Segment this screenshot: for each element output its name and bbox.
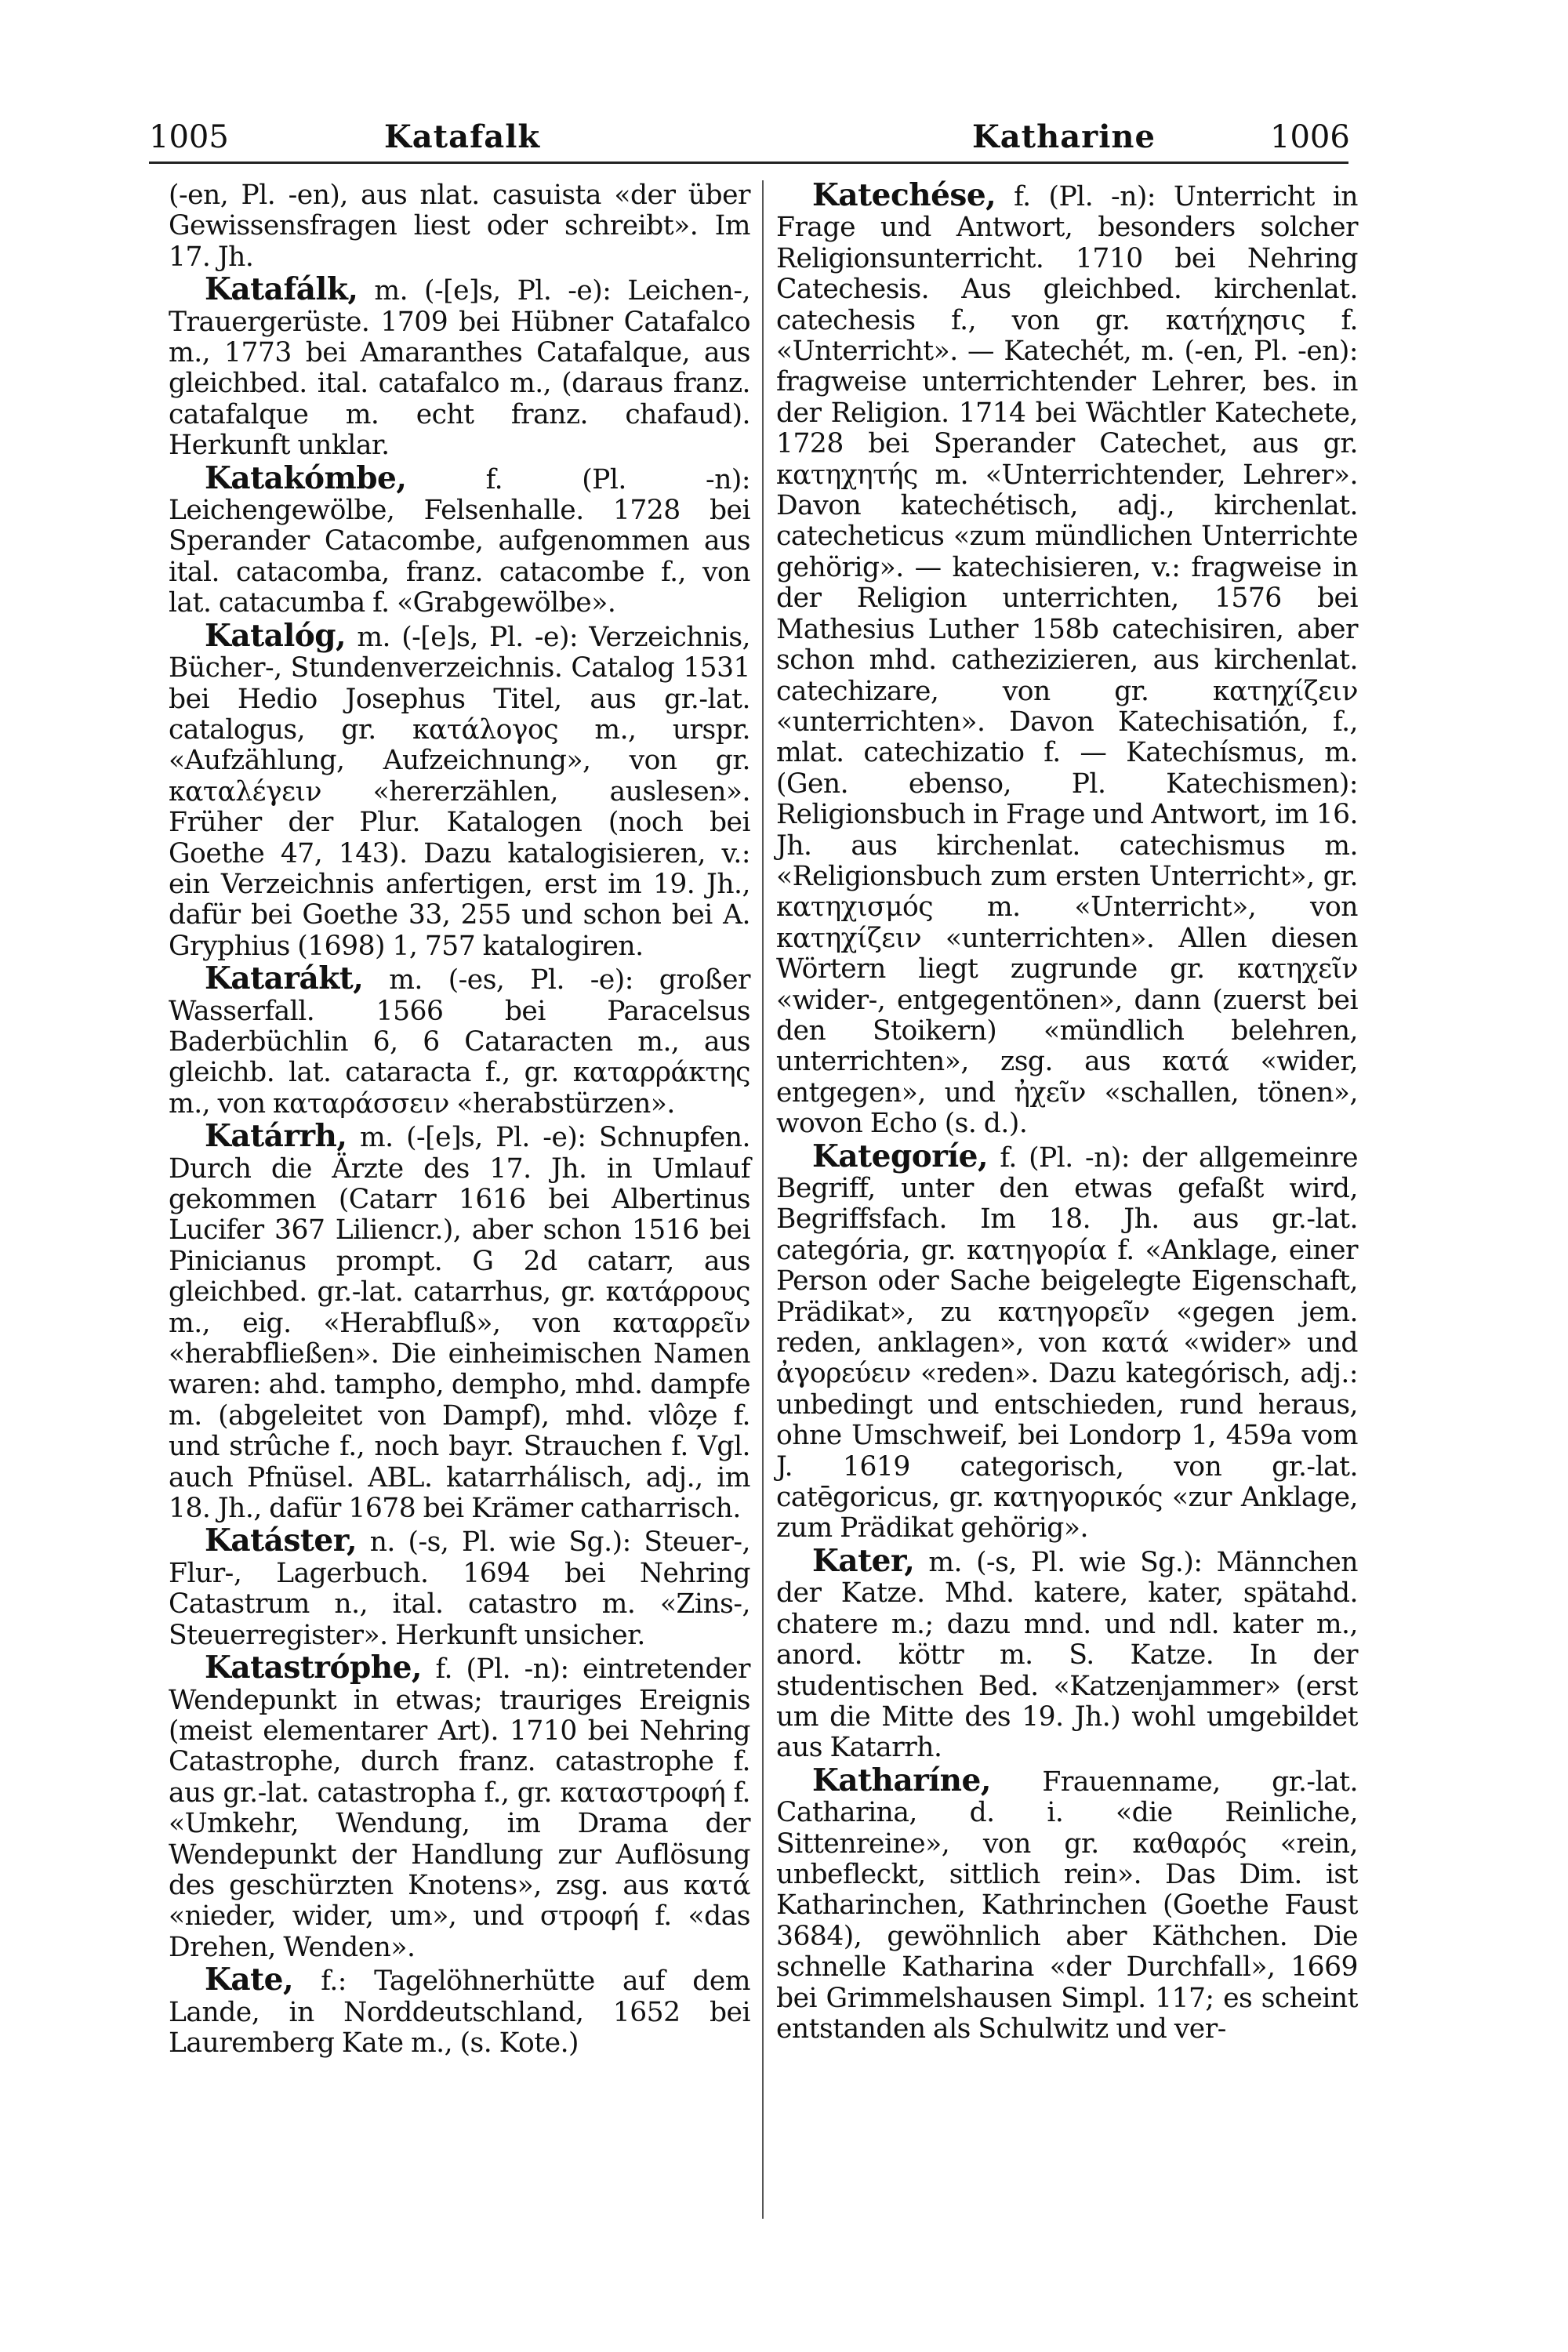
left-page-number: 1005	[149, 119, 229, 155]
entry-continuation	[169, 180, 750, 273]
dictionary-entry	[169, 960, 750, 1120]
entry-headword: Katastróphe,	[205, 1650, 422, 1686]
dictionary-entry	[776, 1138, 1358, 1544]
right-running-head: Katharine	[972, 118, 1156, 155]
dictionary-entry	[776, 1762, 1358, 2045]
header-rule	[149, 162, 1348, 164]
entry-headword: Kate,	[205, 1962, 294, 1998]
dictionary-entry	[776, 1542, 1358, 1764]
entry-text: f. (Pl. -n): eintretender Wendepunkt in etwas; trauriges Ereignis (meist elementarer Art). 1710 bei Nehring Catastrophe, durch franz. catastrophe f. aus gr.-lat. catastropha f., gr. καταστροφή f. «Umkehr, Wendung, im Drama der Wendepunkt der Handlung zur Auflösung des geschürzten Knotens», zsg. aus κατά «nieder, wider, um», und στροφή f. «das Drehen, Wenden».	[169, 1653, 750, 1963]
column-divider	[762, 180, 764, 2219]
entry-headword: Katechése,	[812, 177, 996, 213]
entry-headword: Kategoríe,	[812, 1138, 989, 1174]
dictionary-entry	[169, 617, 750, 962]
entry-text: f.: Tagelöhnerhütte auf dem Lande, in Norddeutschland, 1652 bei Lauremberg Kate m., (s. Kote.)	[169, 1965, 750, 2059]
dictionary-entry	[169, 271, 750, 462]
entry-text: f. (Pl. -n): der allgemeinre Begriff, unter den etwas gefaßt wird, Begriffsfach. Im 18. Jh. aus gr.-lat. categória, gr. κατηγορία f. «Anklage, einer Person oder Sache beigelegte Eigenschaft, Prädikat», zu κατηγορεῖν «gegen jem. reden, anklagen», von κατά «wider» und ἀγορεύειν «reden». Dazu kategórisch, adj.: unbedingt und entschieden, rund heraus, ohne Umschweif, bei Londorp 1, 459a vom J. 1619 categorisch, von gr.-lat. catēgoricus, gr. κατηγορικός «zur Anklage, zum Prädikat gehörig».	[776, 1142, 1358, 1544]
entry-headword: Katáster,	[205, 1523, 358, 1559]
entry-text: m. (-s, Pl. wie Sg.): Männchen der Katze. Mhd. katere, kater, spätahd. chatere m.; dazu mnd. und ndl. kater m., anord. köttr m. S. Katze. In der studentischen Bed. «Katzenjammer» (erst um die Mitte des 19. Jh.) wohl umgebildet aus Katarrh.	[776, 1546, 1358, 1764]
entry-text: (-en, Pl. -en), aus nlat. casuista «der über Gewissensfragen liest oder schreibt». Im 17. Jh.	[169, 180, 750, 273]
dictionary-entry	[169, 1523, 750, 1651]
entry-text: Frauenname, gr.-lat. Catharina, d. i. «die Reinliche, Sittenreine», von gr. καθαρός «rein, unbefleckt, sittlich rein». Das Dim. ist Katharinchen, Kathrinchen (Goethe Faust 3684), gewöhnlich aber Käthchen. Die schnelle Katharina «der Durchfall», 1669 bei Grimmelshausen Simpl. 117; es scheint entstanden als Schulwitz und ver-	[776, 1766, 1358, 2045]
entry-text: m. (-[e]s, Pl. -e): Schnupfen. Durch die Ärzte des 17. Jh. in Umlauf gekommen (Catarr 1616 bei Albertinus Lucifer 367 Liliencr.), aber schon 1516 bei Pinicianus prompt. G 2d catarr, aus gleichbed. gr.-lat. catarrhus, gr. κατάρρους m., eig. «Herabfluß», von καταρρεῖν «herabfließen». Die einheimischen Namen waren: ahd. tampho, dempho, mhd. dampfe m. (abgeleitet von Dampf), mhd. vlôȥe f. und strûche f., noch bayr. Strauchen f. Vgl. auch Pfnüsel. ABL. katarrhálisch, adj., im 18. Jh., dafür 1678 bei Krämer catharrisch.	[169, 1122, 750, 1525]
entry-text: m. (-[e]s, Pl. -e): Verzeichnis, Bücher-, Stundenverzeichnis. Catalog 1531 bei Hedio Josephus Titel, aus gr.-lat. catalogus, gr. κατάλογος m., urspr. «Aufzählung, Aufzeichnung», von gr. καταλέγειν «hererzählen, auslesen». Früher der Plur. Katalogen (noch bei Goethe 47, 143). Dazu katalogisieren, v.: ein Verzeichnis anfertigen, erst im 19. Jh., dafür bei Goethe 33, 255 und schon bei A. Gryphius (1698) 1, 757 katalogiren.	[169, 621, 750, 962]
dictionary-entry	[169, 1118, 750, 1525]
entry-headword: Katafálk,	[205, 271, 358, 308]
entry-headword: Katakómbe,	[205, 459, 407, 496]
dictionary-entry	[169, 1650, 750, 1963]
entry-text: f. (Pl. -n): Leichengewölbe, Felsenhalle. 1728 bei Sperander Catacombe, aufgenommen aus ital. catacomba, franz. catacombe f., von lat. catacumba f. «Grabgewölbe».	[169, 463, 751, 619]
entry-text: n. (-s, Pl. wie Sg.): Steuer-, Flur-, Lagerbuch. 1694 bei Nehring Catastrum n., ital. catastro m. «Zins-, Steuerregister». Herkunft unsicher.	[169, 1526, 750, 1651]
left-column	[169, 180, 750, 2060]
entry-headword: Katharíne,	[812, 1762, 991, 1798]
entry-text: m. (-[e]s, Pl. -e): Leichen-, Trauergerüste. 1709 bei Hübner Catafalco m., 1773 bei Amaranthes Catafalque, aus gleichbed. ital. catafalco m., (daraus franz. catafalque m. echt franz. chafaud). Herkunft unklar.	[169, 275, 750, 462]
dictionary-entry	[169, 1962, 750, 2059]
entry-headword: Katalóg,	[205, 617, 347, 654]
entry-headword: Katárrh,	[205, 1118, 347, 1155]
entry-headword: Kater,	[812, 1542, 915, 1579]
entry-text: m. (-es, Pl. -e): großer Wasserfall. 1566 bei Paracelsus Baderbüchlin 6, 6 Cataracten m., aus gleichb. lat. cataracta f., gr. καταρράκτης m., von καταράσσειν «herabstürzen».	[169, 964, 750, 1120]
entry-text: f. (Pl. -n): Unterricht in Frage und Antwort, besonders solcher Religionsunterricht. 1710 bei Nehring Catechesis. Aus gleichbed. kirchenlat. catechesis f., von gr. κατήχησις f. «Unterricht». — Katechét, m. (-en, Pl. -en): fragweise unterrichtender Lehrer, bes. in der Religion. 1714 bei Wächtler Katechete, 1728 bei Sperander Catechet, aus gr. κατηχητής m. «Unterrichtender, Lehrer». Davon katechétisch, adj., kirchenlat. catecheticus «zum mündlichen Unterrichte gehörig». — katechisieren, v.: fragweise in der Religion unterrichten, 1576 bei Mathesius Luther 158b catechisiren, aber schon mhd. cathezizieren, aus kirchenlat. catechizare, von gr. κατηχίζειν «unterrichten». Davon Katechisatión, f., mlat. catechizatio f. — Katechísmus, m. (Gen. ebenso, Pl. Katechismen): Religionsbuch in Frage und Antwort, im 16. Jh. aus kirchenlat. catechismus m. «Religionsbuch zum ersten Unterricht», gr. κατηχισμός m. «Unterricht», von κατηχίζειν «unterrichten». Allen diesen Wörtern liegt zugrunde gr. κατηχεῖν «wider-, entgegentönen», dann (zuerst bei den Stoikern) «mündlich belehren, unterrichten», zsg. aus κατά «wider, entgegen», und ἠχεῖν «schallen, tönen», wovon Echo (s. d.).	[776, 181, 1358, 1140]
page-header	[149, 118, 1356, 172]
left-running-head: Katafalk	[384, 118, 541, 155]
entry-headword: Katarákt,	[205, 960, 364, 997]
dictionary-entry	[169, 459, 751, 619]
dictionary-entry	[776, 177, 1358, 1140]
right-page-number: 1006	[1270, 119, 1350, 155]
right-column	[776, 177, 1358, 2046]
